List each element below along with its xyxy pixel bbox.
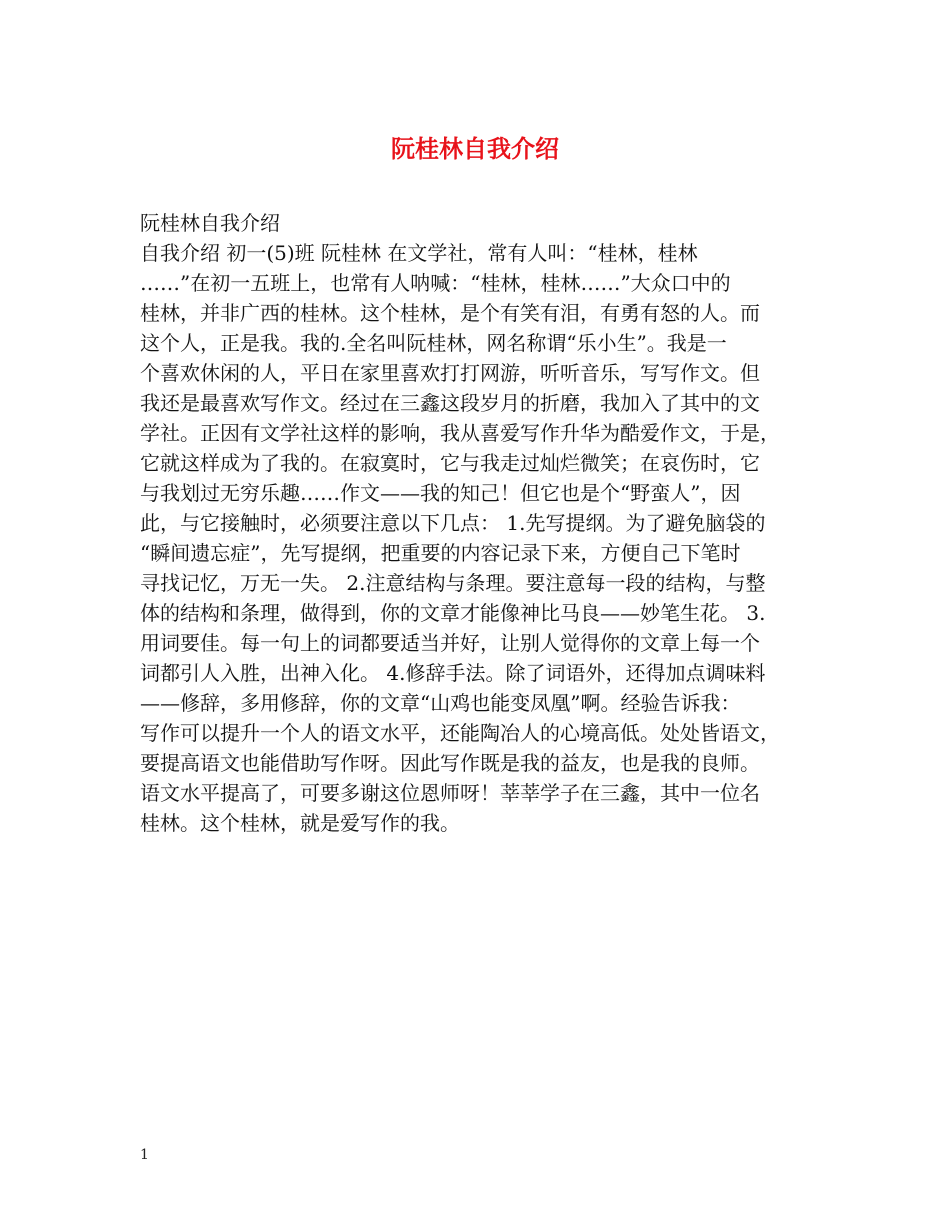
- document-body: [140, 208, 820, 838]
- text-line: 桂林。这个桂林，就是爱写作的我。: [140, 811, 460, 835]
- text-line: 语文水平提高了，可要多谢这位恩师呀！莘莘学子在三鑫，其中一位名: [140, 781, 760, 805]
- text-line: 我还是最喜欢写作文。经过在三鑫这段岁月的折磨，我加入了其中的文: [140, 391, 760, 415]
- text-line: 这个人，正是我。我的.全名叫阮桂林，网名称谓“乐小生”。我是一: [140, 331, 727, 355]
- text-line: 体的结构和条理，做得到，你的文章才能像神比马良——妙笔生花。 3.: [140, 601, 766, 625]
- text-line: 自我介绍 初一(5)班 阮桂林 在文学社，常有人叫：“桂林，桂林: [140, 241, 698, 265]
- document-subtitle: 阮桂林自我介绍: [140, 211, 280, 235]
- page-number: 1: [140, 1147, 149, 1163]
- text-line: 词都引人入胜，出神入化。 4.修辞手法。除了词语外，还得加点调味料: [140, 661, 766, 685]
- text-line: 学社。正因有文学社这样的影响，我从喜爱写作升华为酷爱作文，于是，: [140, 421, 780, 445]
- text-line: 个喜欢休闲的人，平日在家里喜欢打打网游，听听音乐，写写作文。但: [140, 361, 760, 385]
- text-line: 寻找记忆，万无一失。 2.注意结构与条理。要注意每一段的结构，与整: [140, 571, 766, 595]
- text-line: ……”在初一五班上，也常有人呐喊：“桂林，桂林……”大众口中的: [140, 271, 731, 295]
- text-line: ——修辞，多用修辞，你的文章“山鸡也能变凤凰”啊。经验告诉我：: [140, 691, 741, 715]
- page-title: 阮桂林自我介绍: [391, 134, 559, 163]
- text-line: 与我划过无穷乐趣……作文——我的知己！但它也是个“野蛮人”，因: [140, 481, 741, 505]
- text-line: 用词要佳。每一句上的词都要适当并好，让别人觉得你的文章上每一个: [140, 631, 760, 655]
- text-line: 此，与它接触时，必须要注意以下几点： 1.先写提纲。为了避免脑袋的: [140, 511, 766, 535]
- text-line: 桂林，并非广西的桂林。这个桂林，是个有笑有泪，有勇有怒的人。而: [140, 301, 760, 325]
- text-line: “瞬间遗忘症”，先写提纲，把重要的内容记录下来，方便自己下笔时: [140, 541, 741, 565]
- text-line: 要提高语文也能借助写作呀。因此写作既是我的益友，也是我的良师。: [140, 751, 760, 775]
- text-line: 写作可以提升一个人的语文水平，还能陶冶人的心境高低。处处皆语文，: [140, 721, 780, 745]
- text-line: 它就这样成为了我的。在寂寞时，它与我走过灿烂微笑；在哀伤时，它: [140, 451, 760, 475]
